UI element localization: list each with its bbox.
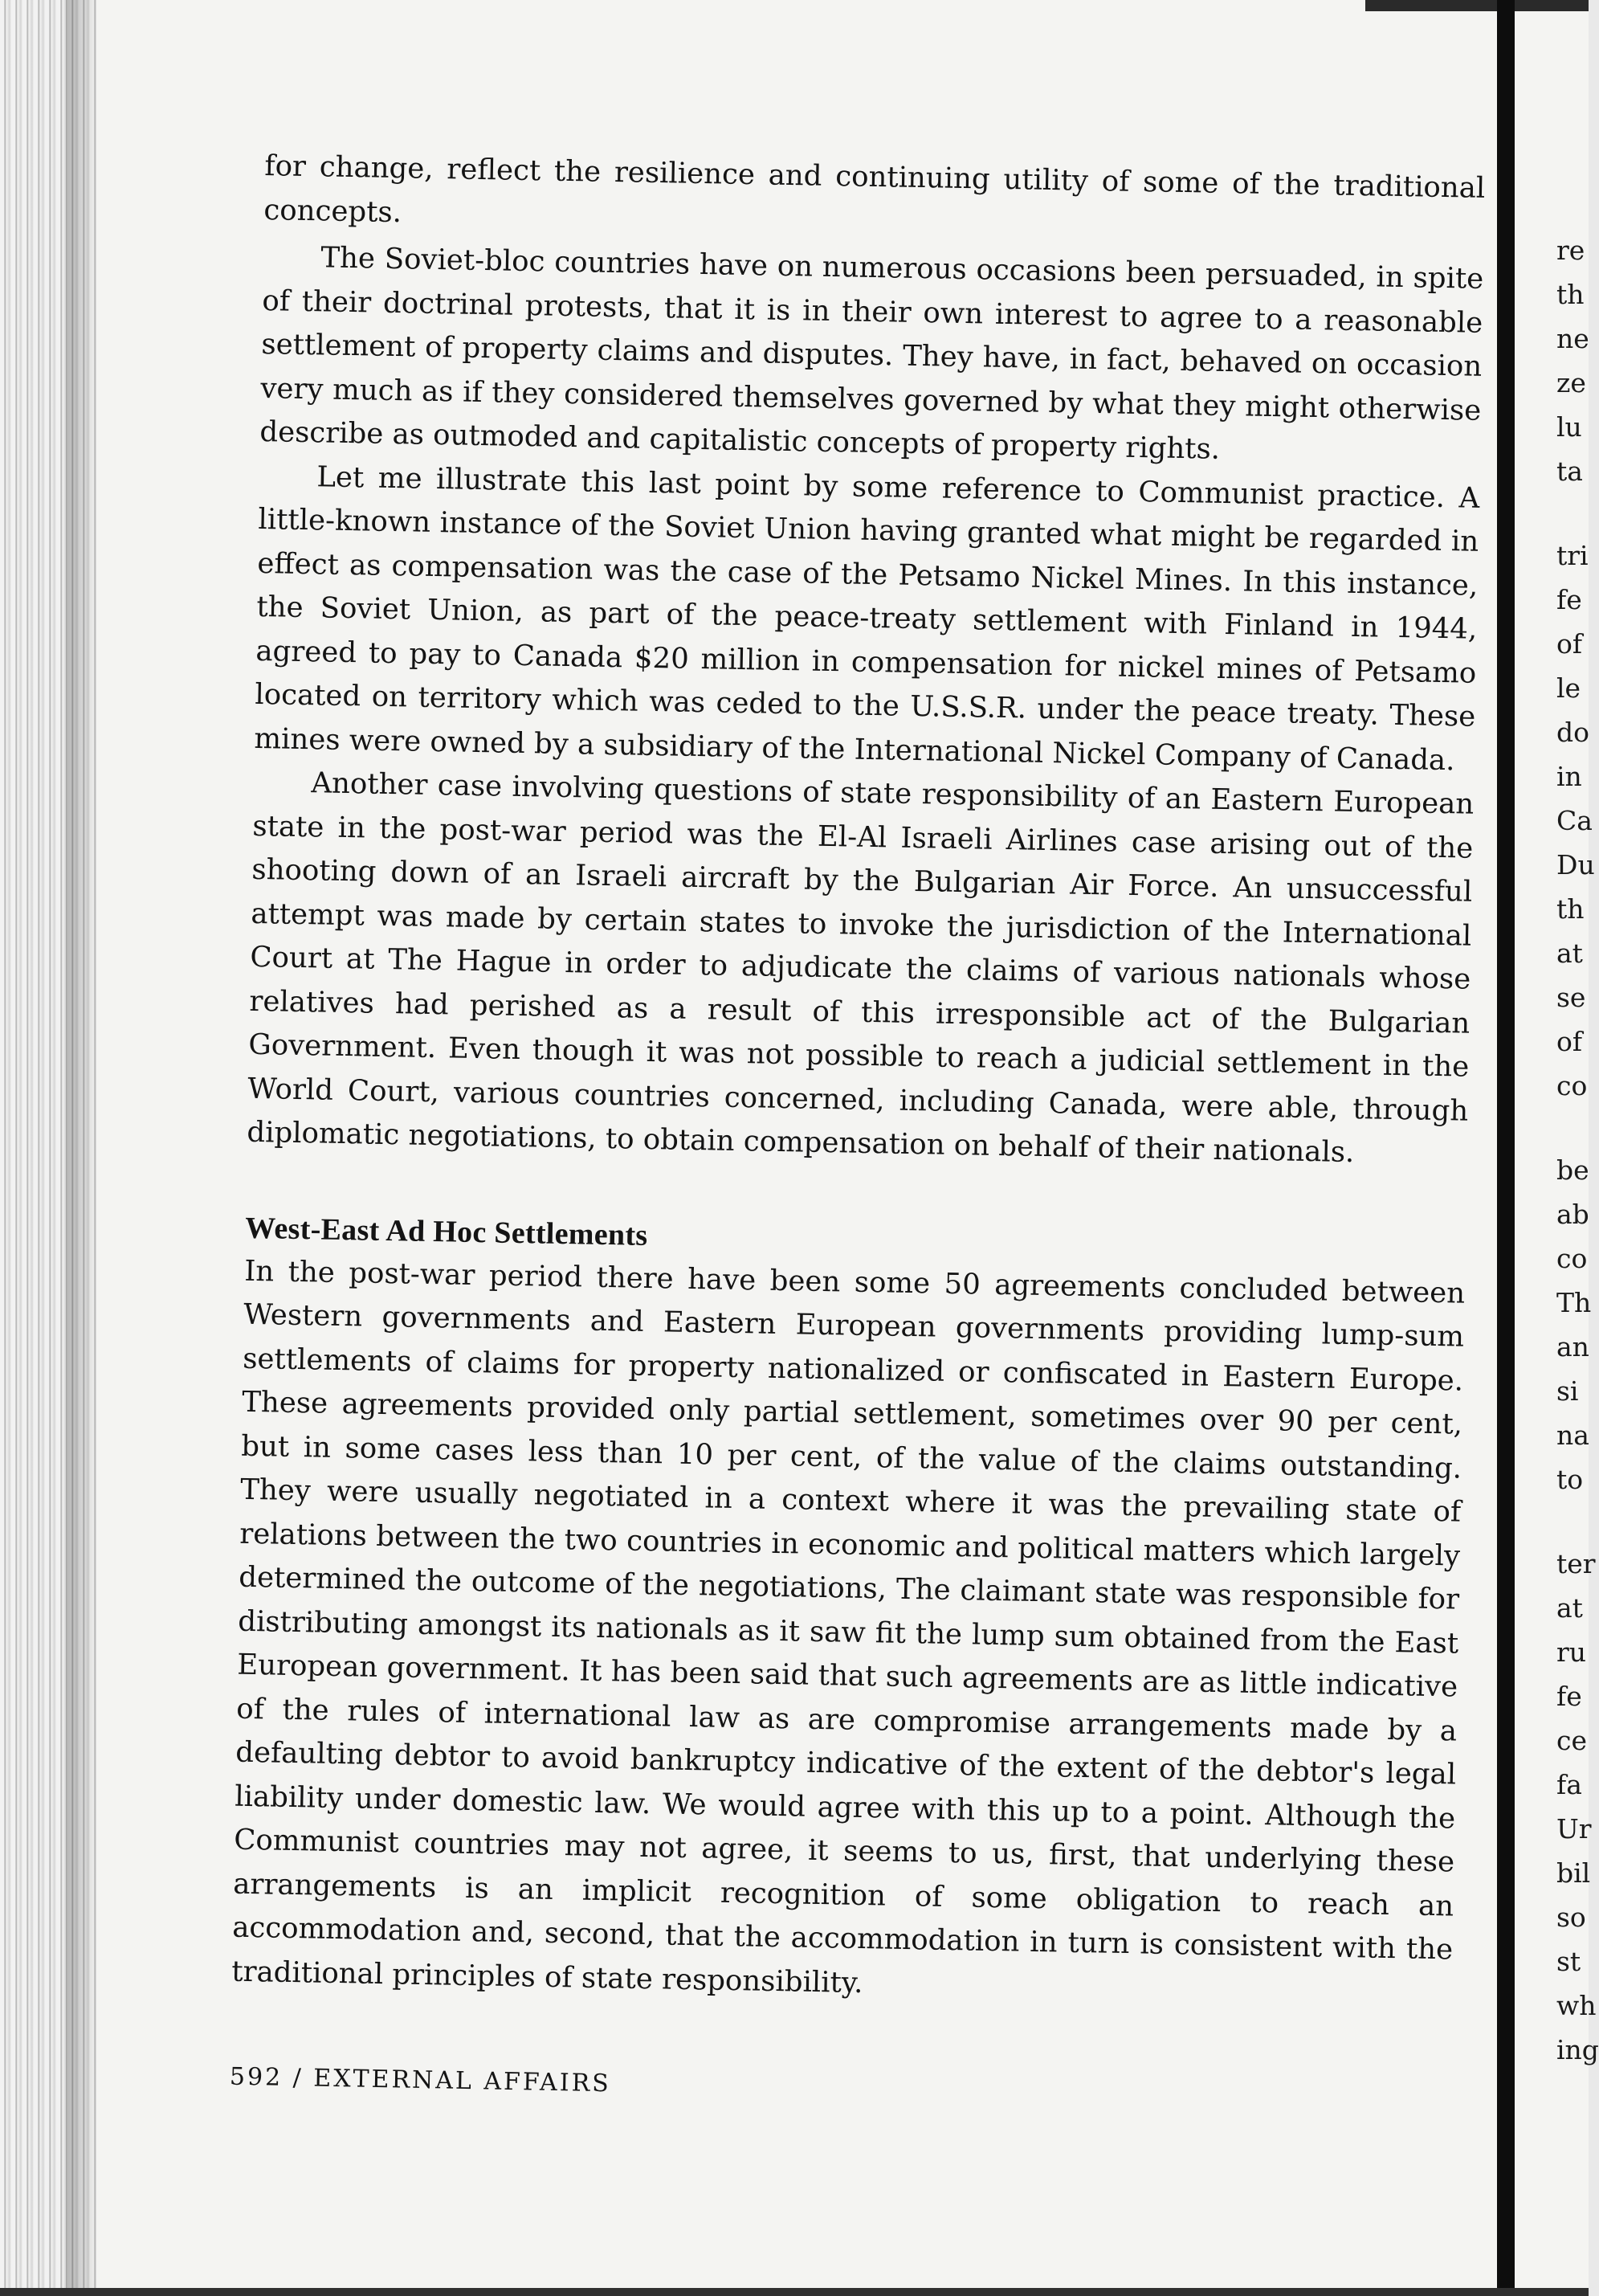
fragment-line: st	[1556, 1946, 1581, 1977]
page-gutter	[1497, 0, 1515, 2296]
fragment-line: so	[1556, 1902, 1586, 1933]
fragment-line: ru	[1556, 1636, 1587, 1668]
fragment-line: na	[1556, 1420, 1589, 1451]
fragment-line: re	[1556, 235, 1585, 266]
fragment-line: wh	[1556, 1990, 1597, 2021]
scan-edge-top	[1365, 0, 1589, 11]
fragment-line: be	[1556, 1154, 1589, 1186]
fragment-line: co	[1556, 1070, 1588, 1101]
fragment-line: Th	[1556, 1287, 1592, 1318]
spine-shadow	[66, 0, 98, 2296]
fragment-line: Ca	[1556, 805, 1593, 836]
fragment-line: ze	[1556, 367, 1586, 398]
paragraph-settlements: In the post-war period there have been some 50 agreements concluded between Western governments and Eastern European governments providing lump-sum settlements of claims for property nationalized or confiscated in Eastern Europe. These agreements provided only partial settlement, sometimes over 90 per cent, but in some cases less than 10 per cent, of the value of the claims outstanding. They were usually negotiated in a context where it was the prevailing state of relations between the two countries in economic and political matters which largely determined the outcome of the negotiations, The claimant state was responsible for distributing amongst its nationals as it saw fit the lump sum obtained from the East European government. It has been said that such agreements are as little indicative of the rules of international law as are compromise arrangements made by a defaulting debtor to avoid bankruptcy indicative of the extent of the debtor's legal liability under domestic law. We would agree with this up to a point. Although the Communist countries may not agree, it seems to us, first, that underlying these arrangements is an implicit recognition of some obligation to reach an accommodation and, second, that the accommodation in turn is consistent with the traditional principles of state responsibility.	[230, 1254, 1466, 2000]
section-heading: West-East Ad Hoc Settlements	[244, 1211, 648, 1252]
scan-edge-bottom	[0, 2288, 1589, 2296]
paragraph-el-al: Another case involving questions of state responsibility of an Eastern European state in the post-war period was the El-Al Israeli Airlines case arising out of the shooting down of an Israeli aircraft by the Bulgarian Air Force. An unsuccessful attempt was made by certain states to invoke the jurisdiction of the International Court at The Hague in order to adjudicate the claims of various nationals whose relatives had perished as a result of this irresponsible act of the Bulgarian Government. Even though it was not possible to reach a judicial settlement in the World Court, various countries concerned, including Canada, were able, through diplomatic negotiations, to obtain compensation on behalf of their nationals.	[247, 766, 1475, 1170]
fragment-line: se	[1556, 982, 1586, 1013]
fragment-line: ne	[1556, 323, 1589, 354]
fragment-line: co	[1556, 1243, 1588, 1274]
fragment-line: tri	[1556, 540, 1589, 571]
fragment-line: bil	[1556, 1857, 1591, 1889]
paragraph-soviet-bloc: The Soviet-bloc countries have on numerous occasions been persuaded, in spite of their doctrinal protests, that it is in their own interest to agree to a reasonable settlement of property claims and disputes. They have, in fact, behaved on occasion very much as if they considered themselves governed by what they might otherwise describe as outmoded and capitalistic concepts of property rights.	[259, 241, 1484, 466]
page-body	[230, 145, 1486, 2113]
facing-page-fragments	[1556, 0, 1599, 2296]
paragraph-continuation: for change, reflect the resilience and continuing utility of some of the traditional concepts.	[263, 149, 1486, 229]
fragment-line: at	[1556, 938, 1583, 969]
fragment-line: of	[1556, 1026, 1583, 1057]
fragment-line: ter	[1556, 1548, 1596, 1579]
fragment-line: ta	[1556, 456, 1583, 487]
fragment-line: fa	[1556, 1769, 1582, 1800]
fragment-line: Du	[1556, 849, 1595, 880]
fragment-line: ab	[1556, 1199, 1589, 1230]
fragment-line: fe	[1556, 584, 1582, 615]
fragment-line: si	[1556, 1375, 1579, 1407]
fragment-line: to	[1556, 1464, 1584, 1495]
fragment-line: fe	[1556, 1681, 1582, 1712]
fragment-line: th	[1556, 893, 1585, 925]
fragment-line: an	[1556, 1331, 1589, 1362]
fragment-line: lu	[1556, 411, 1582, 443]
fragment-line: th	[1556, 279, 1585, 310]
paragraph-petsamo: Let me illustrate this last point by some reference to Communist practice. A little-known instance of the Soviet Union having granted what might be regarded in effect as compensation was the case of the Petsamo Nickel Mines. In this instance, the Soviet Union, as part of the peace-treaty settlement with Finland in 1944, agreed to pay to Canada $20 million in compensation for nickel mines of Petsamo located on territory which was ceded to the U.S.S.R. under the peace treaty. These mines were owned by a subsidiary of the International Nickel Company of Canada.	[254, 460, 1480, 777]
fragment-line: in	[1556, 761, 1582, 792]
fragment-line: le	[1556, 672, 1581, 704]
fragment-line: do	[1556, 717, 1589, 748]
page-footer: 592 / EXTERNAL AFFAIRS	[229, 2062, 612, 2098]
fragment-line: ing	[1556, 2034, 1599, 2065]
fragment-line: ce	[1556, 1725, 1588, 1756]
fragment-line: at	[1556, 1592, 1583, 1624]
fragment-line: Ur	[1556, 1813, 1592, 1845]
fragment-line: of	[1556, 628, 1583, 660]
